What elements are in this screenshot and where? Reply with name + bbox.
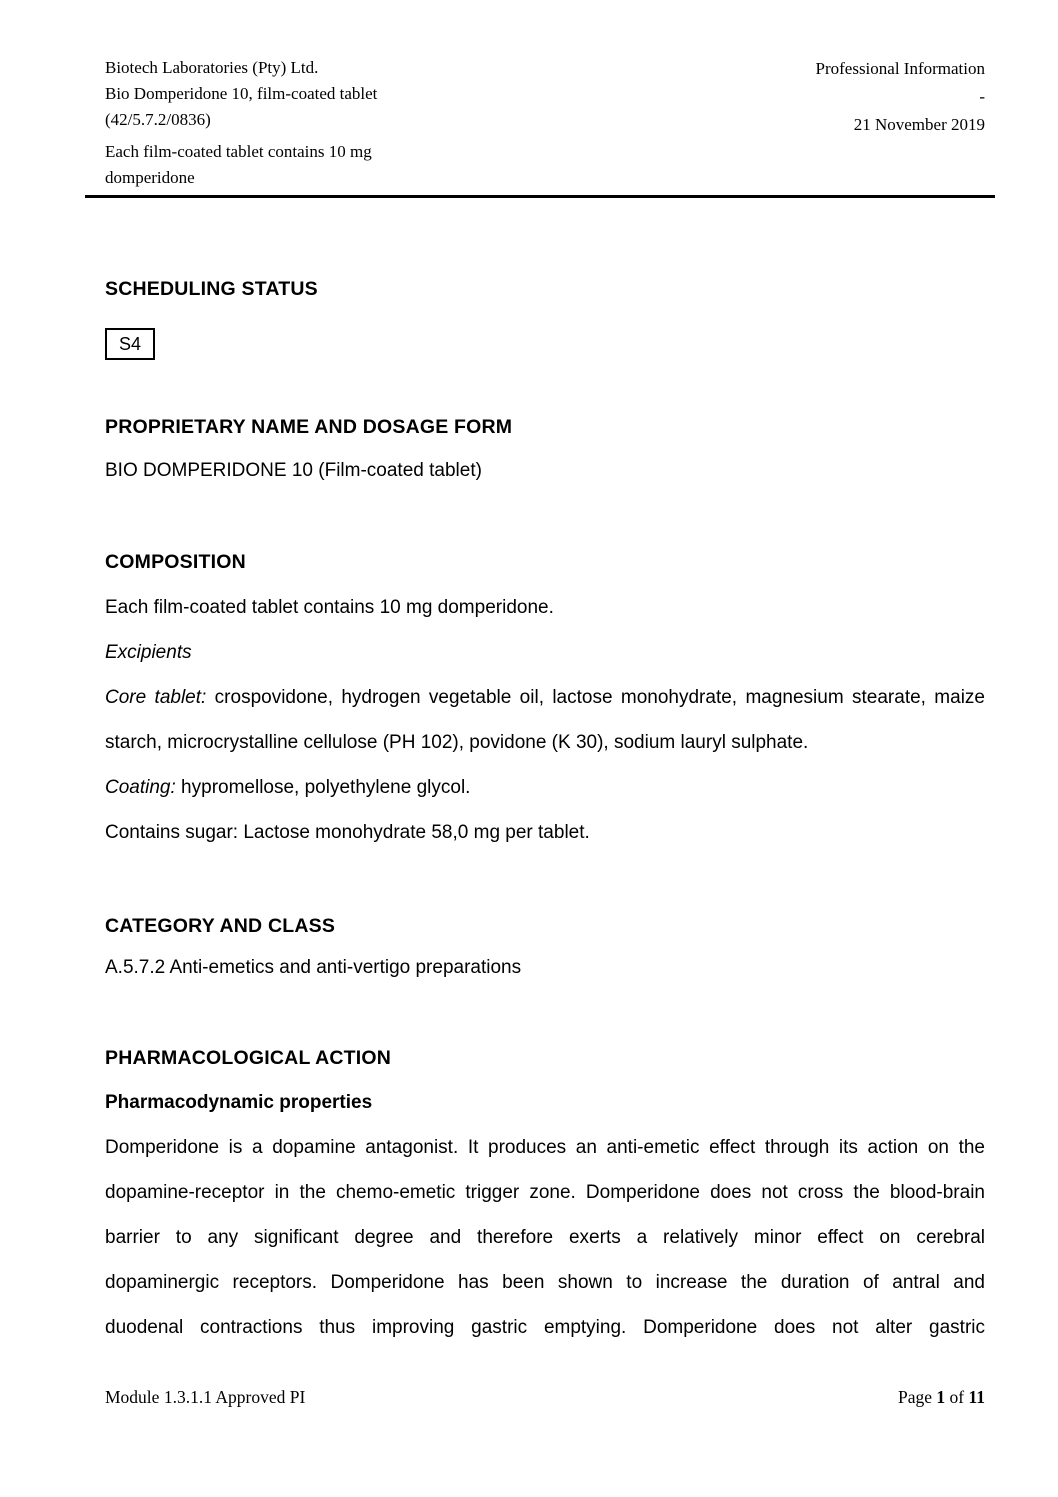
core-tablet-line-1	[105, 675, 985, 720]
core-tablet-text-1: crospovidone, hydrogen vegetable oil, lactose monohydrate, magnesium stearate, maize	[206, 687, 985, 708]
paragraph-line: Domperidone is a dopamine antagonist. It produces an anti-emetic effect through its action on the	[105, 1137, 985, 1158]
footer-page-indicator	[898, 1384, 985, 1410]
company-name: Biotech Laboratories (Pty) Ltd.	[105, 58, 319, 77]
pharmacodynamic-subheading: Pharmacodynamic properties	[105, 1092, 373, 1113]
header-right-block	[816, 55, 986, 191]
header-dash: -	[979, 87, 985, 106]
contains-sugar-line: Contains sugar: Lactose monohydrate 58,0 mg per tablet.	[105, 822, 590, 843]
category-class-heading: CATEGORY AND CLASS	[105, 915, 336, 937]
coating-line	[105, 765, 985, 810]
schedule-code-box	[105, 328, 155, 360]
coating-label: Coating:	[105, 777, 176, 798]
pharmacodynamic-paragraph	[105, 1125, 985, 1350]
paragraph-line: duodenal contractions thus improving gastric emptying. Domperidone does not alter gastric	[105, 1317, 985, 1338]
pharmacological-action-heading: PHARMACOLOGICAL ACTION	[105, 1047, 392, 1069]
document-type: Professional Information	[815, 59, 985, 78]
footer-page-number: 1	[936, 1387, 946, 1407]
scheduling-status-heading: SCHEDULING STATUS	[105, 278, 318, 300]
composition-intro-line: Each film-coated tablet contains 10 mg domperidone.	[105, 597, 554, 618]
document-header	[105, 55, 985, 191]
footer-module-label: Module 1.3.1.1 Approved PI	[105, 1387, 306, 1407]
composition-body	[105, 585, 985, 855]
proprietary-name-heading: PROPRIETARY NAME AND DOSAGE FORM	[105, 416, 513, 438]
core-tablet-line-2: starch, microcrystalline cellulose (PH 102), povidone (K 30), sodium lauryl sulphate.	[105, 732, 809, 753]
schedule-code: S4	[118, 333, 142, 354]
footer-of-word: of	[945, 1387, 969, 1407]
core-tablet-label: Core tablet:	[105, 687, 207, 708]
footer-page-word: Page	[897, 1387, 937, 1407]
paragraph-line: dopaminergic receptors. Domperidone has been shown to increase the duration of antral and	[105, 1272, 985, 1293]
document-footer	[105, 1384, 985, 1410]
coating-text: hypromellose, polyethylene glycol.	[175, 777, 471, 798]
paragraph-line: barrier to any significant degree and therefore exerts a relatively minor effect on cerebral	[105, 1227, 985, 1248]
header-divider-rule	[85, 195, 995, 198]
registration-number: (42/5.7.2/0836)	[105, 110, 211, 129]
product-name-line: Bio Domperidone 10, film-coated tablet	[105, 84, 378, 103]
excipients-label: Excipients	[105, 642, 192, 663]
document-date: 21 November 2019	[853, 115, 985, 134]
contains-statement: Each film-coated tablet contains 10 mg domperidone	[105, 142, 372, 187]
proprietary-name-value: BIO DOMPERIDONE 10 (Film-coated tablet)	[105, 460, 482, 481]
paragraph-line: dopamine-receptor in the chemo-emetic trigger zone. Domperidone does not cross the blood-brain	[105, 1182, 985, 1203]
header-left-block	[105, 55, 450, 191]
composition-heading: COMPOSITION	[105, 551, 246, 573]
category-class-value: A.5.7.2 Anti-emetics and anti-vertigo preparations	[105, 957, 522, 978]
footer-page-total: 11	[968, 1387, 985, 1407]
